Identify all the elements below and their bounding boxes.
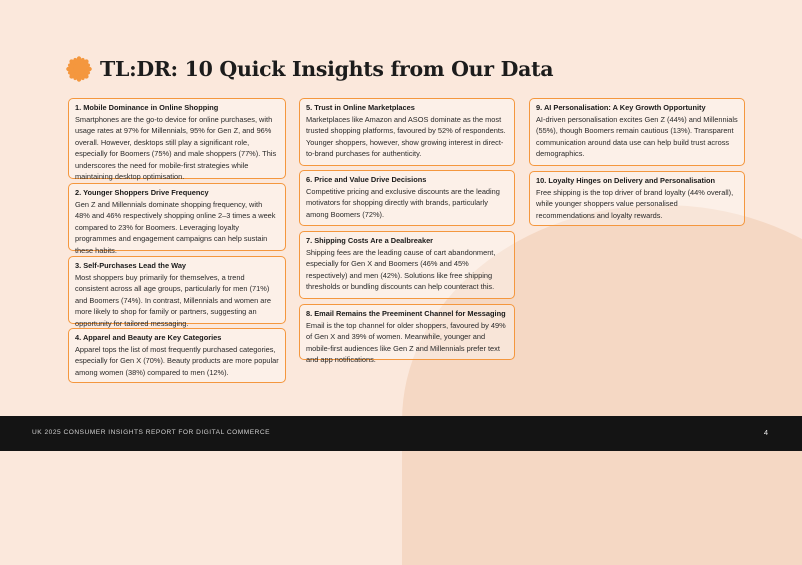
insight-heading: 6. Price and Value Drive Decisions xyxy=(306,175,427,184)
insight-body: Most shoppers buy primarily for themselves, a trend consistent across all age groups, particularly for men (71%) and Boomers (74%). In contrast, Millennials and women are more likely to shop for family or partners, suggesting an opportunity for tailored messaging. xyxy=(75,272,271,328)
insight-card-9 xyxy=(529,98,745,166)
page-header xyxy=(66,56,553,82)
insight-body: Free shipping is the top driver of brand loyalty (44% overall), while younger shoppers value personalised recommendations and loyalty rewards. xyxy=(536,187,734,220)
insight-body: AI-driven personalisation excites Gen Z (44%) and Millennials (55%), though Boomers remain cautious (13%). Transparent communication around data use can help build trust across demographics. xyxy=(536,114,738,158)
insight-heading: 9. AI Personalisation: A Key Growth Opportunity xyxy=(536,103,706,112)
insight-card-7 xyxy=(299,231,515,299)
insight-body: Email is the top channel for older shoppers, favoured by 49% of Gen X and 39% of women. Meanwhile, younger and mobile-first audiences like Gen Z and Millennials prefer text and app notifications. xyxy=(306,320,506,364)
insight-heading: 10. Loyalty Hinges on Delivery and Personalisation xyxy=(536,176,716,185)
insight-body: Competitive pricing and exclusive discounts are the leading motivators for shopping directly with brands, particularly among Boomers (72%). xyxy=(306,186,500,219)
page-number: 4 xyxy=(763,428,768,437)
insight-body: Marketplaces like Amazon and ASOS dominate as the most trusted shopping platforms, favoured by 52% of respondents. Younger shoppers, however, show growing interest in direct-to-brand purchases for authenticity. xyxy=(306,114,506,158)
insight-heading: 8. Email Remains the Preeminent Channel for Messaging xyxy=(306,309,506,318)
insight-body: Shipping fees are the leading cause of cart abandonment, especially for Gen X and Boomers (46% and 45% respectively) and men (42%). Solutions like free shipping thresholds or bundling discounts can help counteract this. xyxy=(306,247,496,291)
footer-bar xyxy=(0,416,802,451)
insight-card-2 xyxy=(68,183,286,255)
insight-heading: 3. Self-Purchases Lead the Way xyxy=(75,261,187,270)
insight-card-4 xyxy=(68,328,286,383)
insight-card-1 xyxy=(68,98,286,179)
insight-heading: 4. Apparel and Beauty are Key Categories xyxy=(75,333,222,342)
insight-card-3 xyxy=(68,256,286,328)
insight-body: Smartphones are the go-to device for online purchases, with usage rates at 97% for Millennials, 95% for Gen Z, and 96% overall. However, desktops still play a significant role, especially for Boomers (75%) and male shoppers (77%). This underscores the need for mobile-first strategies while maintaining desktop optimisation. xyxy=(75,114,277,181)
insight-heading: 5. Trust in Online Marketplaces xyxy=(306,103,415,112)
insight-card-10 xyxy=(529,171,745,226)
insight-card-5 xyxy=(299,98,515,166)
insight-card-6 xyxy=(299,170,515,226)
report-title: UK 2025 CONSUMER INSIGHTS REPORT FOR DIGITAL COMMERCE xyxy=(32,429,271,436)
insight-heading: 2. Younger Shoppers Drive Frequency xyxy=(75,188,209,197)
sunburst-icon xyxy=(66,56,92,82)
insight-card-8 xyxy=(299,304,515,364)
page-title: TL:DR: 10 Quick Insights from Our Data xyxy=(100,57,554,81)
insight-body: Apparel tops the list of most frequently purchased categories, especially for Gen X (70%). Beauty products are more popular among women (38%) compared to men (12%). xyxy=(75,344,279,377)
insight-heading: 1. Mobile Dominance in Online Shopping xyxy=(75,103,219,112)
insight-body: Gen Z and Millennials dominate shopping frequency, with 48% and 46% respectively shopping online 2–3 times a week compared to 23% for Boomers. Leveraging loyalty programmes and engagement campaigns can help sustain these habits. xyxy=(75,199,276,255)
insight-heading: 7. Shipping Costs Are a Dealbreaker xyxy=(306,236,434,245)
